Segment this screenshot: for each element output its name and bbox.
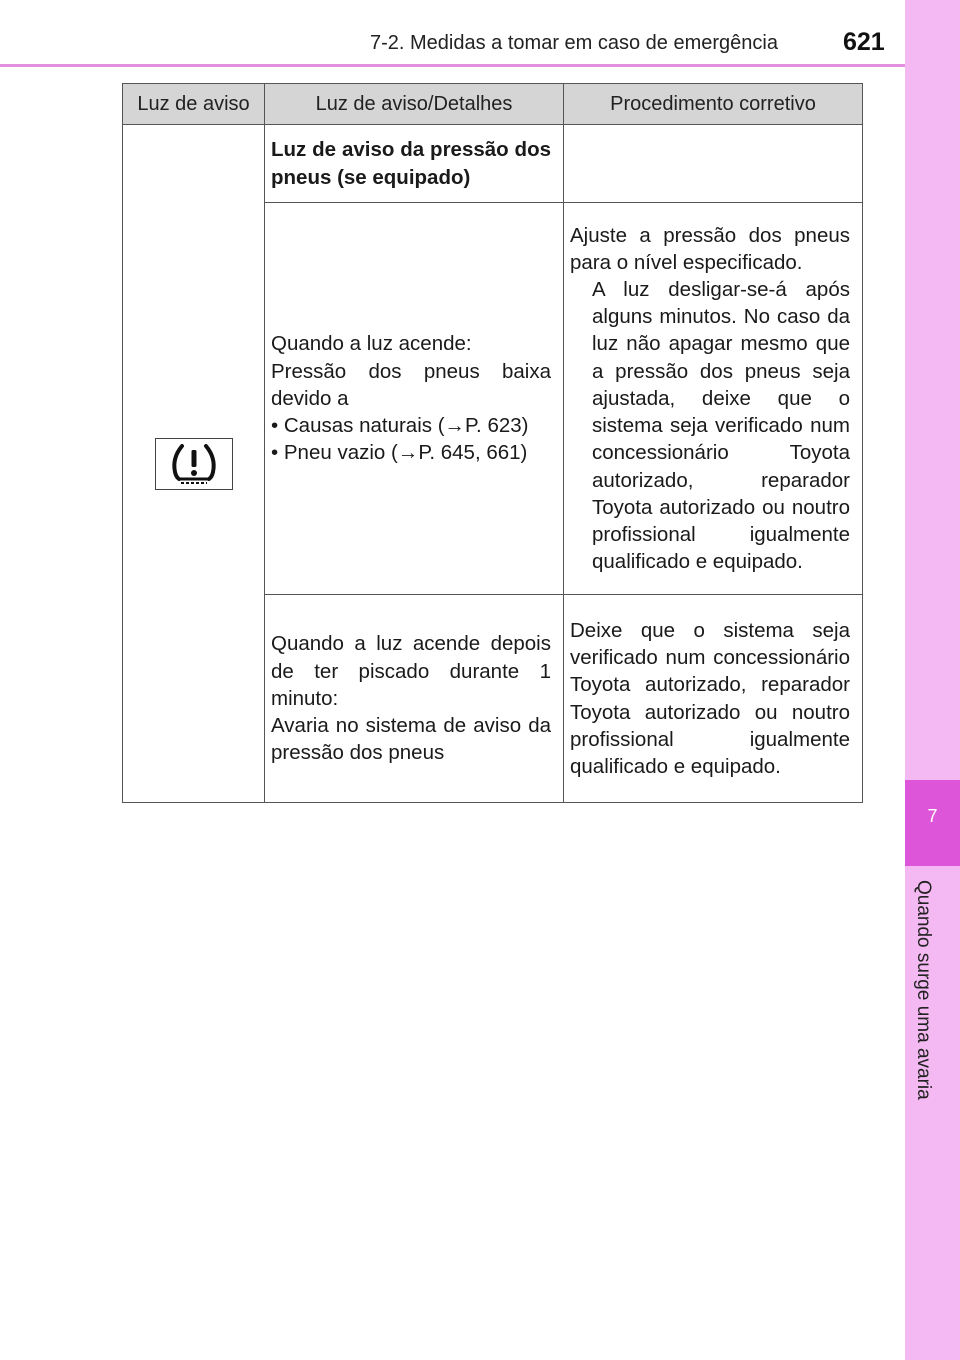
details-cell-system-malfunction — [265, 595, 564, 803]
chapter-title: Quando surge uma avaria — [913, 880, 934, 1100]
table-header-row — [123, 84, 863, 125]
list-item: • Causas naturais (→P. 623) — [271, 414, 529, 438]
procedure-cell-low-pressure — [564, 203, 863, 595]
section-title: 7-2. Medidas a tomar em caso de emergência — [370, 32, 778, 54]
empty-cell — [564, 125, 863, 203]
list-item: • Pneu vazio (→P. 645, 661) — [271, 441, 528, 465]
table-row — [123, 125, 863, 203]
header-divider — [0, 64, 905, 67]
cause-list — [271, 412, 551, 466]
details-intro: Quando a luz acende depois de ter piscado durante 1 minuto: — [271, 632, 551, 710]
procedure-note: A luz desligar-se-á após alguns minutos. No caso da luz não apagar mesmo que a pressão dos pneus seja ajustada, deixe que o sistema seja verificado num concessionário Toyota autorizado, reparador Toyota autorizado ou noutro profissional igualmente qualificado e equipado. — [592, 278, 850, 574]
chapter-number: 7 — [927, 806, 938, 826]
page-number: 621 — [843, 28, 885, 56]
details-intro: Quando a luz acende: — [271, 332, 472, 356]
warning-light-title: Luz de aviso da pressão dos pneus (se equipado) — [265, 125, 564, 203]
procedure-text: Ajuste a pressão dos pneus para o nível especificado. — [570, 223, 850, 274]
procedure-cell-system-malfunction — [564, 595, 863, 803]
procedure-text: Deixe que o sistema seja verificado num concessionário Toyota autorizado, reparador Toyota autorizado ou noutro profissional igualmente qualificado e equipado. — [570, 618, 850, 778]
column-header-warning-light: Luz de aviso — [123, 84, 265, 125]
details-text: Avaria no sistema de aviso da pressão dos pneus — [271, 714, 551, 765]
chapter-side-tab — [905, 0, 960, 1360]
column-header-details: Luz de aviso/Detalhes — [265, 84, 564, 125]
details-text: Pressão dos pneus baixa devido a — [271, 359, 551, 410]
tire-pressure-warning-icon — [155, 438, 233, 490]
details-cell-low-pressure — [265, 203, 564, 595]
warning-icon-cell — [123, 125, 265, 803]
warning-light-table — [122, 83, 863, 803]
column-header-procedure: Procedimento corretivo — [564, 84, 863, 125]
